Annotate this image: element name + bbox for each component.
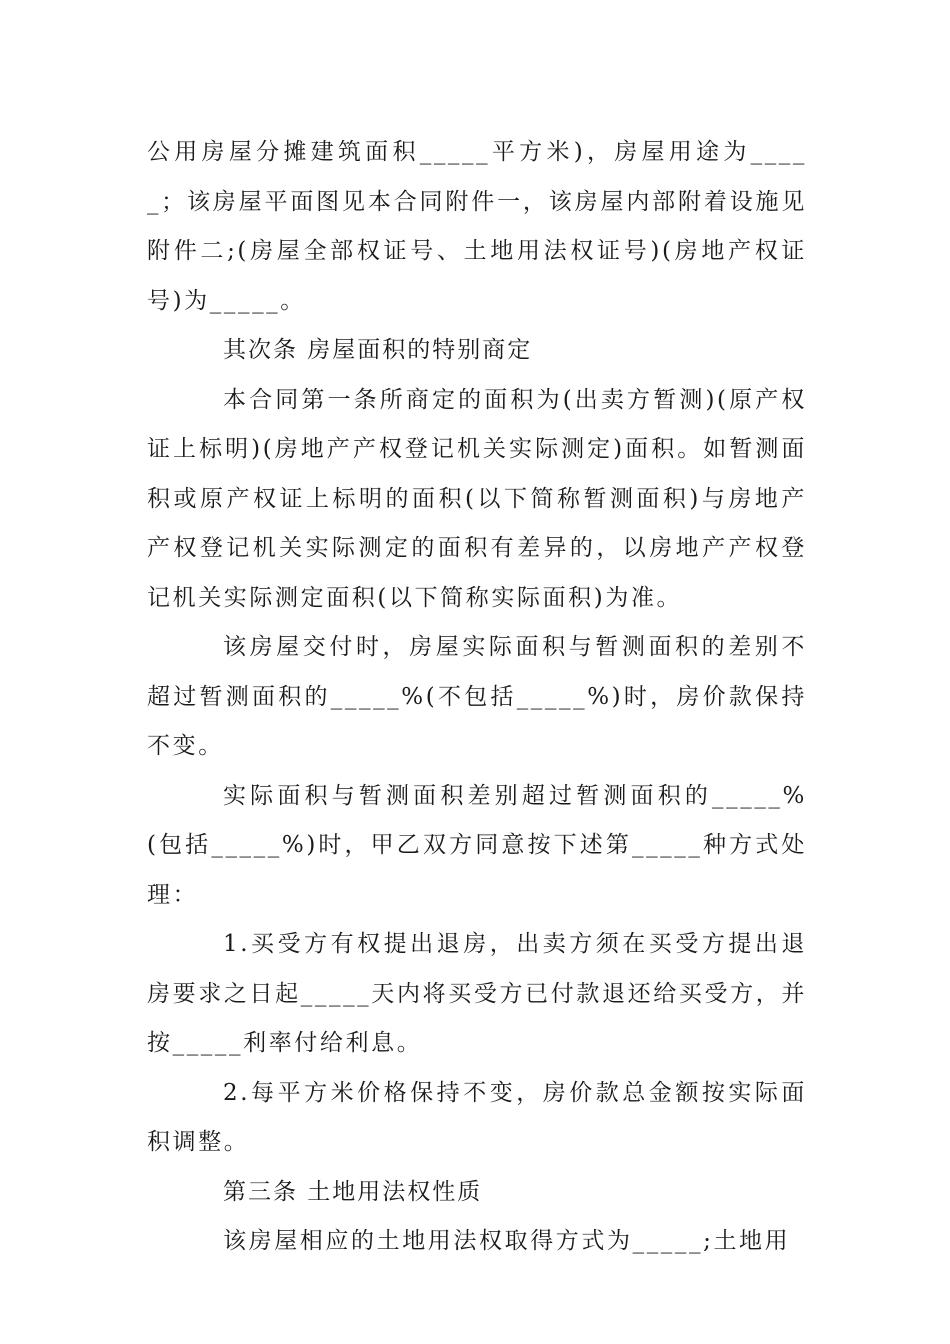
paragraph-1: 公用房屋分摊建筑面积_____平方米)，房屋用途为_____；该房屋平面图见本合同附件一，该房屋内部附着设施见附件二;(房屋全部权证号、土地用法权证号)(房地产权证号)为_____。 xyxy=(147,139,807,314)
paragraph-land-use: 该房屋相应的土地用法权取得方式为_____;土地用 xyxy=(223,1228,791,1254)
section-heading-3: 第三条 土地用法权性质 xyxy=(223,1178,483,1205)
paragraph-area-agreement: 本合同第一条所商定的面积为(出卖方暂测)(原产权证上标明)(房地产产权登记机关实际测定)面积。如暂测面积或原产权证上标明的面积(以下简称暂测面积)与房地产产权登记机关实际测定的面积有差异的，以房地产产权登记机关实际测定面积(以下简称实际面积)为准。 xyxy=(147,386,807,611)
section-heading-2: 其次条 房屋面积的特别商定 xyxy=(223,337,533,363)
paragraph-area-exceed: 实际面积与暂测面积差别超过暂测面积的_____%(包括_____%)时，甲乙双方同意按下述第_____种方式处理： xyxy=(147,782,807,908)
paragraph-option-1: 1.买受方有权提出退房，出卖方须在买受方提出退房要求之日起_____天内将买受方已付款退还给买受方，并按_____利率付给利息。 xyxy=(147,931,807,1056)
paragraph-area-tolerance: 该房屋交付时，房屋实际面积与暂测面积的差别不超过暂测面积的_____%(不包括_____%)时，房价款保持不变。 xyxy=(147,634,807,759)
paragraph-option-2: 2.每平方米价格保持不变，房价款总金额按实际面积调整。 xyxy=(147,1079,807,1155)
document-body xyxy=(147,128,807,1267)
